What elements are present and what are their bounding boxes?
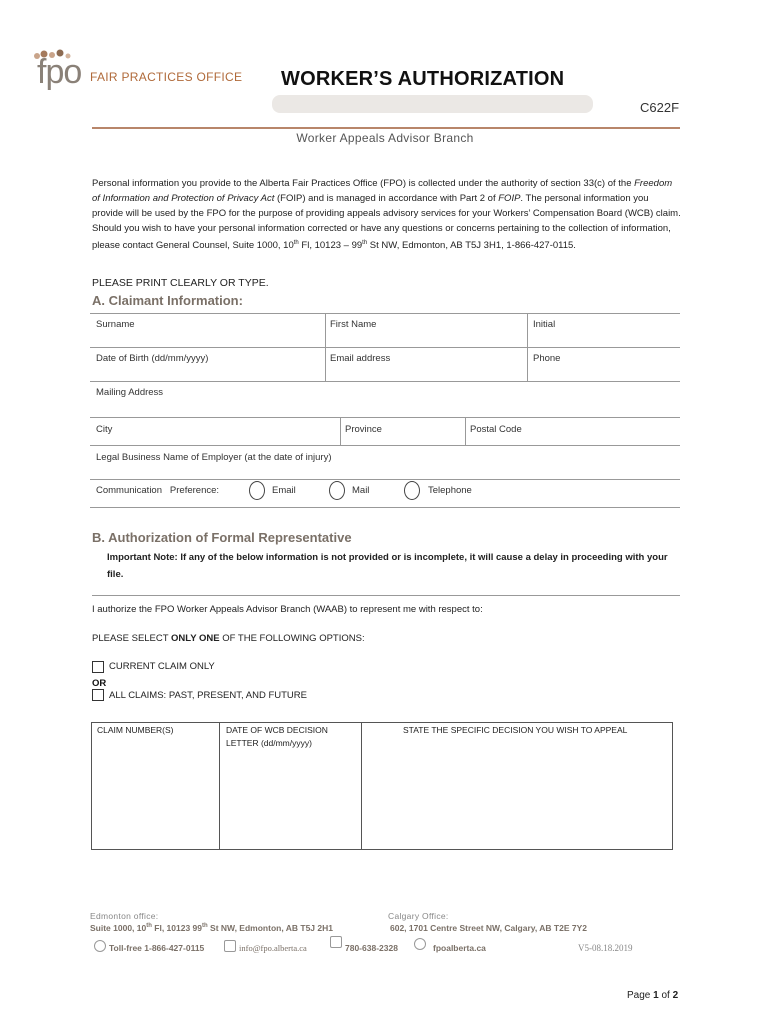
section-a-heading: A. Claimant Information:: [92, 293, 243, 308]
mailing-address-field[interactable]: Mailing Address: [96, 387, 164, 398]
surname-field[interactable]: Surname: [96, 319, 135, 330]
fax-icon: [330, 936, 342, 948]
footer-email-link[interactable]: info@fpo.alberta.ca: [239, 943, 307, 953]
initial-field[interactable]: Initial: [533, 319, 556, 330]
decision-to-appeal-column[interactable]: STATE THE SPECIFIC DECISION YOU WISH TO APPEAL: [403, 725, 628, 735]
header-divider: [92, 127, 680, 129]
table-border: [465, 417, 466, 445]
calgary-address: 602, 1701 Centre Street NW, Calgary, AB T2E 7Y2: [390, 923, 588, 933]
employer-field[interactable]: Legal Business Name of Employer (at the date of injury): [96, 452, 332, 463]
branch-name: Worker Appeals Advisor Branch: [296, 131, 474, 145]
table-border: [90, 417, 680, 418]
title-bar-decoration: [272, 95, 593, 113]
table-border: [90, 313, 680, 314]
table-border: [90, 507, 680, 508]
city-field[interactable]: City: [96, 424, 113, 435]
print-instruction: PLEASE PRINT CLEARLY OR TYPE.: [92, 277, 269, 289]
page-title: WORKER’S AUTHORIZATION: [281, 68, 565, 90]
edmonton-address: Suite 1000, 10th Fl, 10123 99th St NW, Edmonton, AB T5J 2H1: [90, 923, 333, 933]
table-border: [340, 417, 341, 445]
logo-text: fpo: [37, 53, 82, 91]
globe-icon: [414, 938, 426, 950]
important-note: Important Note: If any of the below information is not provided or is incomplete, it will cause a delay in proceeding with your file.: [107, 552, 668, 580]
table-border: [325, 313, 326, 381]
authorization-statement: I authorize the FPO Worker Appeals Advisor Branch (WAAB) to represent me with respect to:: [92, 604, 483, 615]
decision-date-column[interactable]: DATE OF WCB DECISION LETTER (dd/mm/yyyy): [226, 725, 328, 748]
first-name-field[interactable]: First Name: [330, 319, 377, 330]
section-b-heading: B. Authorization of Formal Representative: [92, 530, 352, 545]
office-name: FAIR PRACTICES OFFICE: [90, 70, 243, 84]
postal-code-field[interactable]: Postal Code: [470, 424, 522, 435]
telephone-option-label: Telephone: [428, 485, 472, 496]
page-number: Page 1 of 2: [627, 990, 679, 1001]
phone-icon: [94, 940, 106, 952]
section-divider: [92, 595, 680, 596]
version-code: V5-08.18.2019: [578, 943, 633, 953]
table-border: [361, 722, 362, 850]
table-border: [527, 313, 528, 381]
dob-field[interactable]: Date of Birth (dd/mm/yyyy): [96, 353, 209, 364]
mail-radio[interactable]: [329, 481, 345, 500]
province-field[interactable]: Province: [345, 424, 382, 435]
all-claims-label: ALL CLAIMS: PAST, PRESENT, AND FUTURE: [109, 690, 307, 701]
communication-preference-label: Communication Preference:: [96, 485, 220, 496]
email-icon: [224, 940, 236, 952]
table-border: [90, 479, 680, 480]
claim-table: [91, 722, 673, 850]
all-claims-checkbox[interactable]: [92, 689, 104, 701]
current-claim-checkbox[interactable]: [92, 661, 104, 673]
email-field[interactable]: Email address: [330, 353, 391, 364]
table-border: [90, 347, 680, 348]
email-radio[interactable]: [249, 481, 265, 500]
or-separator: OR: [92, 678, 107, 689]
form-code: C622F: [640, 100, 680, 115]
toll-free-number: Toll-free 1-866-427-0115: [109, 943, 205, 953]
mail-option-label: Mail: [352, 485, 370, 496]
telephone-radio[interactable]: [404, 481, 420, 500]
select-instruction: PLEASE SELECT ONLY ONE OF THE FOLLOWING OPTIONS:: [92, 633, 365, 644]
current-claim-label: CURRENT CLAIM ONLY: [109, 661, 215, 672]
claim-number-column[interactable]: CLAIM NUMBER(S): [97, 725, 174, 735]
phone-field[interactable]: Phone: [533, 353, 561, 364]
edmonton-office-label: Edmonton office:: [90, 911, 159, 921]
calgary-office-label: Calgary Office:: [388, 911, 449, 921]
table-border: [90, 445, 680, 446]
email-option-label: Email: [272, 485, 296, 496]
website-link[interactable]: fpoalberta.ca: [433, 943, 486, 953]
privacy-notice: Personal information you provide to the Alberta Fair Practices Office (FPO) is collected under the authority of section 33(c) of the Freedom of Information and Protection of Privacy Act (FOIP) and is managed in accordance with Part 2 of FOIP. The personal information you provide will be used by the FPO for the purpose of providing appeals advisory services for your Workers’ Compensation Board (WCB) claim. Should you wish to have your personal information corrected or have any questions or concerns pertaining to the collection of information, please contact General Counsel, Suite 1000, 10th Fl, 10123 – 99th St NW, Edmonton, AB T5J 3H1, 1-866-427-0115.: [92, 178, 681, 252]
table-border: [90, 381, 680, 382]
fax-number: 780-638-2328: [345, 943, 398, 953]
table-border: [219, 722, 220, 850]
